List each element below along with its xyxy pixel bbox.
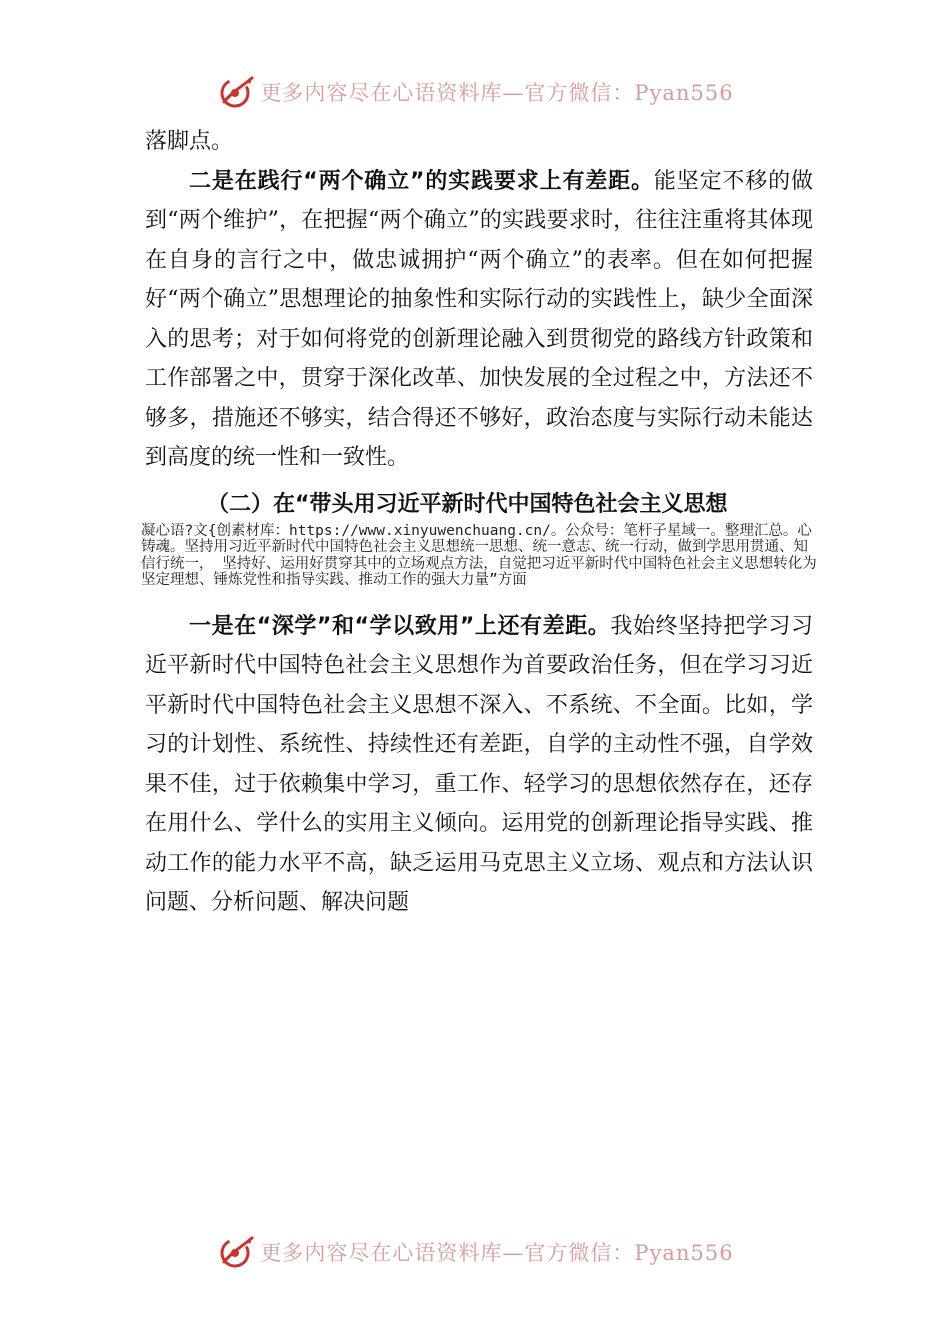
paragraph-2-text: 我始终坚持把学习习近平新时代中国特色社会主义思想作为首要政治任务，但在学习习近平新时代中国特色社会主义思想不深入、不系统、不全面。比如，学习的计划性、系统性、持续性还有差距，自学的主动性不强，自学效果不佳，过于依赖集中学习，重工作、轻学习的思想依然存在，还存在用什么、学什么的实用主义倾向。运用党的创新理论指导实践、推动工作的能力水平不高，缺乏运用马克思主义立场、观点和方法认识问题、分析问题、解决问题 (145, 613, 813, 915)
watermark-header (0, 70, 950, 114)
watermark-footer (0, 1230, 950, 1274)
paragraph-2 (145, 607, 813, 923)
paragraph-1-text: 能坚定不移的做到“两个维护”，在把握“两个确立”的实践要求时，往往注重将其体现在自身的言行之中，做忠诚拥护“两个确立”的表率。但在如何把握好“两个确立”思想理论的抽象性和实际行动的实践性上，缺少全面深入的思考；对于如何将党的创新理论融入到贯彻党的路线方针政策和工作部署之中，贯穿于深化改革、加快发展的全过程之中，方法还不够多，措施还不够实，结合得还不够好，政治态度与实际行动未能达到高度的统一性和一致性。 (145, 168, 813, 470)
watermark-text: 更多内容尽在心语资料库—官方微信：Pyan556 (260, 81, 734, 105)
document-body (141, 122, 817, 923)
brush-logo-icon (216, 72, 256, 112)
paragraph-1-lead: 二是在践行“两个确立”的实践要求上有差距。 (189, 168, 654, 194)
paragraph-2-lead: 一是在“深学”和“学以致用”上还有差距。 (189, 613, 611, 639)
watermark-text: 更多内容尽在心语资料库—官方微信：Pyan556 (260, 1241, 734, 1265)
paragraph-1 (145, 162, 813, 478)
brush-logo-icon (216, 1232, 256, 1272)
section-heading: （二）在“带头用习近平新时代中国特色社会主义思想 (207, 491, 728, 517)
paragraph-0: 落脚点。 (145, 129, 234, 154)
overlay-watermark-text: 凝心语?文{创素材库：https://www.xinyuwenchuang.cn/。公众号：笔杆子星域一。整理汇总。心铸魂。坚持用习近平新时代中国特色社会主义思想统一思想、统一意志、统一行动，做到学思用贯通、知信行统一， 坚持好、运用好贯穿其中的立场观点方法，自觉把习近平新时代中国特色社会主义思想转化为坚定理想、锤炼党性和指导实践、推动工作的强大力量”方面 (141, 522, 817, 588)
